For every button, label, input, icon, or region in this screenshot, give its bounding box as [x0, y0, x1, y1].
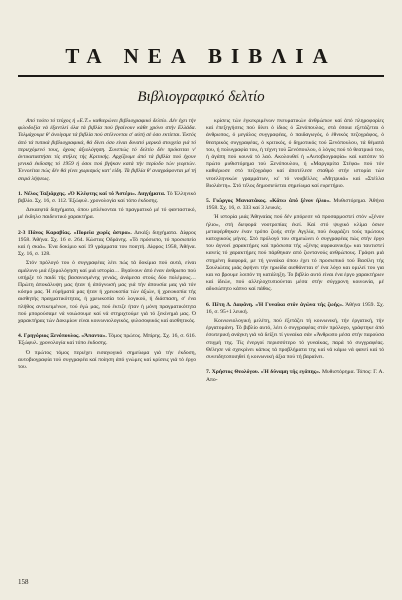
- entry-heading: 1. Νέλος Ταξιάρχης. «Ό Κλέφτης καί τό Άστέρι». Διηγήματα.: [18, 190, 166, 197]
- entry-meta: Μυθιστόρημα. Άθήνα 1958. Σχ. 16, σ. 333 καί 3 λευκές.: [206, 198, 384, 212]
- masthead: ΤΑ ΝΕΑ ΒΙΒΛΙΑ: [18, 44, 384, 77]
- left-column: [18, 118, 196, 386]
- entry-heading: 5. Γιώργος Μανιατάκος. «Κάτω άπό ξένον ήλιο».: [206, 198, 331, 205]
- bibliography-entry: [206, 198, 384, 294]
- bibliography-entry: [18, 191, 196, 222]
- article-columns: [18, 118, 384, 386]
- entry-body: Δεκαεφτά διηγήματα, όπου μπλέκονται τό πραγματικό μέ τό φανταστικό, μέ έκδηλο παιδευτικό χαρακτήρα.: [18, 207, 196, 221]
- page-number: 158: [18, 578, 29, 586]
- entry-meta: Μυθιστόρημα. Τόπος: Γ. Α. Απο-: [206, 369, 384, 383]
- entry-meta: Τό Έλληνικό βιβλίο. Σχ. 16, σ. 112. Έξώφυλ. χρονολογία καί τόπο έκδοσης.: [18, 190, 196, 205]
- continuation-paragraph: κρίσεις τών έγκεκριμένων πνευματικών άνθρώπων καί άπό πληροφορίες καί έπεξηγήσεις πού δίνει ό ίδιος ό Ξενόπουλος, στά όποια εξετάζεται ό άνθρωπος, ό μεγάλος συγγραφέας, ό παιδαγωγός, ό έθνικός πεζογράφος, ό θεατρικός συγγραφέας, ό κριτικός, ό δημοτικός τού Ξενόπουλου, τά θέματά του, ή πολυγραφία του, ή τέχνη τού Ξενόπουλου, ό λόγος πού τό θεατρικό του, ή άγάπη πού κουνά τό λαό. Ακολουθεί ή «Αυτοβιογραφία» καί κατόπιν τό πρώτο μυθιστόρημα τού Ξενόπουλου, ή «Μαργαρίτα Στέφα» πού τόν καθιέρωσε στό πεζογράφο καί άποτέλεσε σταθμό στήν ιστορία τών νεοελληνικών γραμμάτων, κι' τό νουβέλλες «Μητρυιά» καί «Στέλλα Βιολάντη». Στό τέλος δημοσιεύεται σημείωμα καί ευρετήριο.: [206, 118, 384, 189]
- right-column: [206, 118, 384, 386]
- entry-heading: 2-3 Πάνος Καραβίας. «Πορεία χωρίς άστρα».: [18, 229, 132, 236]
- entry-body: Ή ιστορία μιάς Άθηναίας πού δέν μπόρεσε νά προσαρμοστεί στόν «ξένον ήλιο», στή διεφορά νοοτροπίας έκεί. Καί στό ψυχικό κλίμα όσων μεταφέρθηκαν έναν τρόπο ζωής στήν Αγγλία, πού έκφράζει τούς πρώτους κατοχικούς μήνες. Στό πρόλογό του σημειώνει ό συγγραφέας πώς στήν έργο του άγνοεί χαρακτήρες καί πρόσωπα τής «ξένης αφρικανικής» και ταυτιστεί κανείς τό χαρακτήρες πού πάρθηκαν από ζωντανούς ανθρώπους. Γράφει μιά στημένη διαφορά, με τή γυναίκα όπου έχει τό προσωπικό τού Βασίλη τής Σουλιώτας μιάς άφήνει τήν ηρωίδα αισθάνεται σ' ένα λόγο και ομιλεί του για και να βρουμε λοιπόν τη κατάληξη. Το βιβλίο αυτό είναι ένα έργο χαρακτήρων καί ίδεών, πού αλληλοχτυπιούνται μέσα στήν σύγχρονη κοινωνία, μέ αδυσώπητο κάπνο καί πάθος.: [206, 214, 384, 293]
- entry-meta: Τόμος πρώτος. Μπίρης. Σχ. 16, σ. 616. Έξώφυλ. χρονολογία καί τόπο έκδοσης.: [18, 333, 196, 347]
- intro-paragraph: Από τούτο τό τεύχος ή «Ε.Τ.» καθιερώνει βιβλιογραφικό δελτίο. Δέν έχει τήν φιλοδοξία νά έξαντλεί όλα τά βιβλία πού βγαίνουν κάθε χρόνο στήν Ελλάδα. Τολμάχουμε θ' άνοίγαμε τά βιβλία πού στέλνονται σ' αύτή σέ όσο εκτίεται. Έκτός άπό τά τυπικά βιβλιογραφικά, θά δίνει όσο είναι δυνατό μερικά στοιχεία γιά τό περιεχόμενό τους, όχους άξιολόγηση. Συνεπώς τό δελτίο δέν πρόκειται ν' άντικαταστήσει τίς στήλες τής Κριτικής. Αρχίζουμε άπό τά βιβλία πού έχουν γενικά έκδοσης τό 1959 ή όσοι πού βγήκαν κατά τήν περίοδο τών γιορτών. Έννοείται πώς δέν θά γίνει χωρισμός κατ' είδη. Τά βιβλία θ' αναγράφονται μέ τή σειρά λήψεως.: [18, 118, 196, 182]
- bibliography-entry: [18, 230, 196, 326]
- bibliography-entry: [18, 333, 196, 371]
- bibliography-entry: [206, 302, 384, 362]
- entry-body: Στόν πρόλογό του ό συγγραφέας λέει πώς τά δοκίμια πού αυτά, είναι αμάλυνο μιά έξομολόγηση καί μιά ιστορία… Βγαίνουν άπό έναν άνθρωπο πού υπήρξε τό παιδί τής βασανισμένης γενιάς, άνάμεσα στούς δύο πολέμους… Πρώτη άποκάλυψη μας ήταν ή άπόγνωσή μας γιά τήν άπουσία μας γιά τόν κόσμο μας. Ή εύρήματά μας ήταν ή χρεωκοπία τών άξιών, ή χρεωκοπία τής αισθητής πραγματικότητας, ή χρεωκοπία τού λογικού, ή διάσπαση, σ' ένα πλήθος αντικειμένων, τού έγώ μας, πού έκτιζε ήταν ή μόνη πραγματικότητα πού μπορούσαμε νά νοιώσουμε καί νά στηριχτούμε γιά τό ξεκίνημά μας. Ό χαρακτήρας τών Δοκιμίων είναι κοινωνιολογικός, φιλοσοφικός καί αισθητικός.: [18, 260, 196, 325]
- entry-body: Κοινωνιολογική μελέτη, πού έξετάζει τή κοινωνική, τήν έργατική, τήν έργατομάνη. Τό βιβλίο αυτό, λέει ό συγγραφέας στόν πρόλογο, γράφτηκε άπό έσωτερική ανάγκη γιά νά δείξει τί γυναίκα σάν «Άνθρωπο μέσα στήν παρούσα στιγμή της. Τίς ένεργοί περισσότερο τό γυναίκας, παρά τό συγγραφέας. Θέλησε νά σχεκρίνει κάπως τά προβλήματα της καί νά κάμω νά φανεί καί τό συνειδητοποιηθεί ή κοινωνική άξια πού τή βαραίνει.: [206, 318, 384, 361]
- entry-heading: 4. Γρηγόριος Ξενόπουλος. «Άπαντα».: [18, 333, 107, 340]
- section-title: Βιβλιογραφικό δελτίο: [137, 89, 265, 105]
- entry-body: Ό πρώτος τόμος περιέχει εισαγωγικό σημείωμα γιά τήν έκδοση, αυτοβιογραφία τού συγγραφέα καί ποίηση άπό γνώμες καί κρίσεις γιά τό έργο του.: [18, 349, 196, 371]
- entry-meta: Άθήνα 1959. Σχ. 16, σ. 95+1 λευκή.: [206, 301, 384, 315]
- entry-meta: Δεκάξι διηγήματα. Δίφρος 1958. Άθήνα. Σχ. 16 σ. 264. Κώστας Οδράνης. «Τό πρόσωπο, τό προσωπείο καί ή σκιά». Ένα δοκίμιο καί 19 γράμματα του ποιητή. Δίφρος 1958, Άθήνα. Σχ. 16, σ. 128.: [18, 229, 196, 258]
- entry-heading: 6. Πέτη Δ. Δαφάνη. «Ή Γυναίκα στόν άγώνα τής ζωής».: [206, 301, 344, 308]
- bibliography-entry: [206, 369, 384, 383]
- entry-heading: 7. Χρήστος Θεολόγου. «Ή δύναμη τής εγάπης».: [206, 369, 321, 376]
